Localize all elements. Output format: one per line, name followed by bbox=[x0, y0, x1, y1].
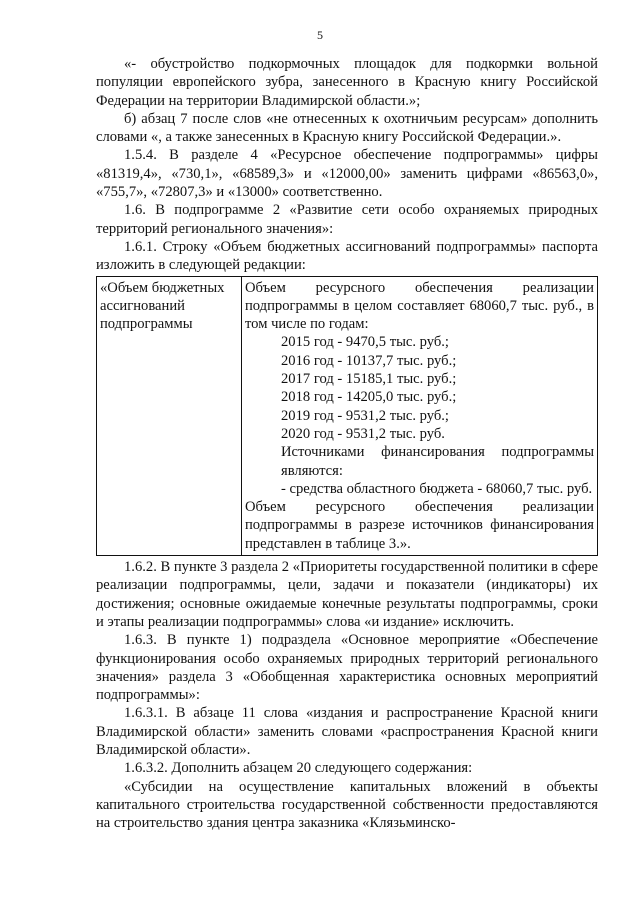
sources-heading: Источниками финансирования подпрограммы являются: bbox=[281, 444, 594, 479]
year-line: 2019 год - 9531,2 тыс. руб.; bbox=[281, 407, 449, 424]
paragraph-1-5-4: 1.5.4. В разделе 4 «Ресурсное обеспечение подпрограммы» цифры «81319,4», «730,1», «68589,3» и «12000,00» заменить цифрами «86563,0», «755,7», «72807,3» и «13000» соответственно. bbox=[96, 147, 598, 201]
page-number: 5 bbox=[317, 28, 323, 42]
paragraph-1-6: 1.6. В подпрограмме 2 «Развитие сети особо охраняемых природных территорий регионального значения»: bbox=[96, 202, 598, 237]
paragraph-1-6-1: 1.6.1. Строку «Объем бюджетных ассигнований подпрограммы» паспорта изложить в следующей редакции: bbox=[96, 238, 598, 274]
paragraph-subsidies: «Субсидии на осуществление капитальных вложений в объекты капитального строительства государственной собственности предоставляются на строительство здания центра заказника «Клязьминско- bbox=[96, 778, 598, 832]
budget-table bbox=[96, 276, 598, 556]
year-line: 2017 год - 15185,1 тыс. руб.; bbox=[281, 371, 457, 388]
source-item: - средства областного бюджета - 68060,7 тыс. руб. bbox=[281, 480, 593, 497]
paragraph-1-6-3: 1.6.3. В пункте 1) подраздела «Основное мероприятие «Обеспечение функционирования особо охраняемых природных территорий регионального значения» раздела 3 «Обобщенная характеристика основных мероприятий подпрограммы»: bbox=[96, 632, 598, 704]
document-body bbox=[96, 55, 598, 832]
table-row bbox=[97, 276, 598, 555]
table-intro: Объем ресурсного обеспечения реализации подпрограммы в целом составляет 68060,7 тыс. руб., в том числе по годам: bbox=[245, 279, 594, 333]
year-line: 2018 год - 14205,0 тыс. руб.; bbox=[281, 389, 457, 406]
table-closing: Объем ресурсного обеспечения реализации подпрограммы в разрезе источников финансирования представлен в таблице 3.». bbox=[245, 499, 594, 552]
year-line: 2015 год - 9470,5 тыс. руб.; bbox=[281, 334, 449, 351]
year-line: 2020 год - 9531,2 тыс. руб. bbox=[281, 425, 445, 442]
paragraph-1-6-2: 1.6.2. В пункте 3 раздела 2 «Приоритеты государственной политики в сфере реализации подпрограммы, цели, задачи и показатели (индикаторы) их достижения; основные ожидаемые конечные результаты подпрограммы, сроки и этапы реализации подпрограммы» слова «и издание» исключить. bbox=[96, 559, 598, 630]
paragraph-bison-feeding: «- обустройство подкормочных площадок для подкормки вольной популяции европейского зубра, занесенного в Красную книгу Российской Федерации на территории Владимирской области.»; bbox=[96, 56, 598, 109]
paragraph-abzac-7: б) абзац 7 после слов «не отнесенных к охотничьим ресурсам» дополнить словами «, а также занесенных в Красную книгу Российской Федерации.». bbox=[96, 110, 598, 146]
year-line: 2016 год - 10137,7 тыс. руб.; bbox=[281, 352, 457, 369]
table-right-cell bbox=[242, 276, 598, 555]
paragraph-1-6-3-2: 1.6.3.2. Дополнить абзацем 20 следующего содержания: bbox=[124, 760, 473, 777]
table-left-cell: «Объем бюджетных ассигнований подпрограммы bbox=[97, 276, 242, 555]
paragraph-1-6-3-1: 1.6.3.1. В абзаце 11 слова «издания и распространение Красной книги Владимирской области» заменить словами «распространения Красной книги Владимирской области». bbox=[96, 705, 598, 758]
